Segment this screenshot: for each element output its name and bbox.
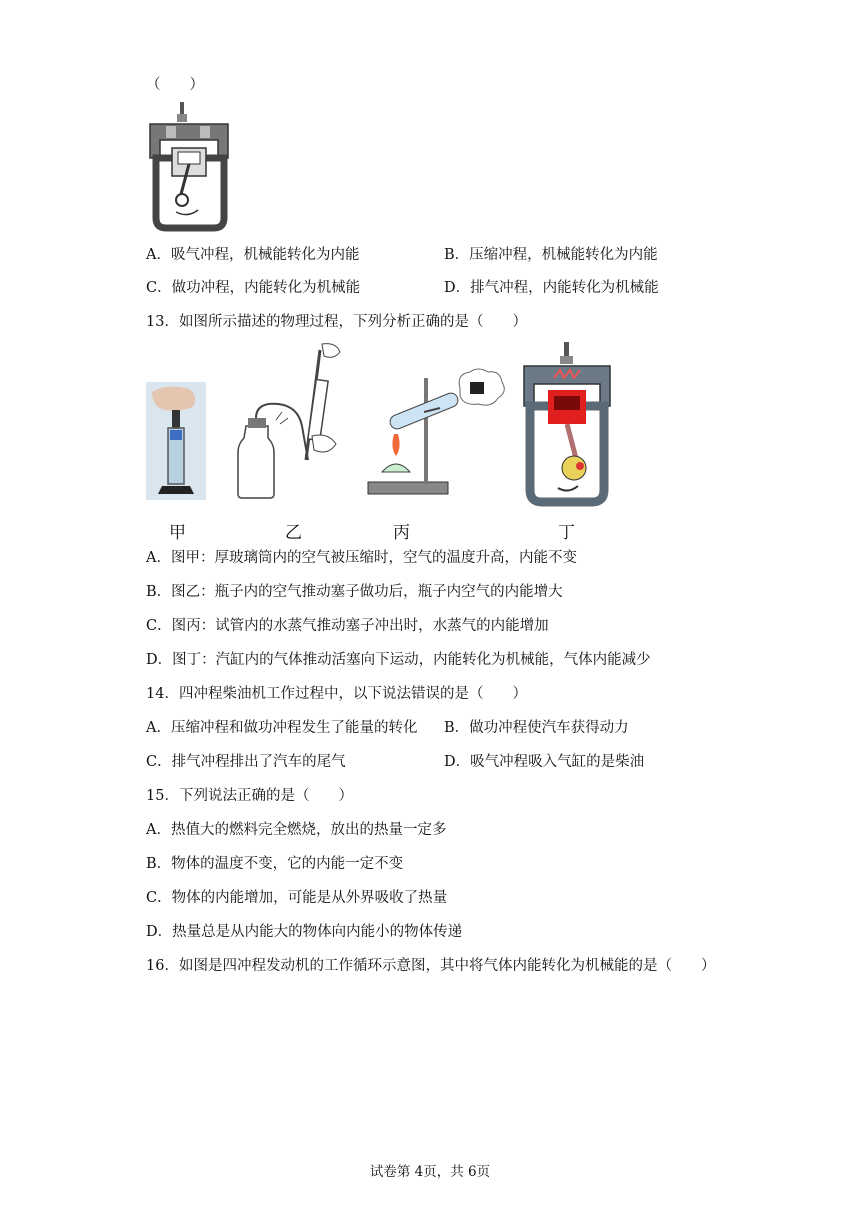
q16-stem: 16．如图是四冲程发动机的工作循环示意图，其中将气体内能转化为机械能的是（ ） xyxy=(146,958,716,974)
q15-stem: 15．下列说法正确的是（ ） xyxy=(146,788,353,804)
q12-option-c: C．做功冲程，内能转化为机械能 xyxy=(146,280,361,296)
q15-option-c: C．物体的内能增加，可能是从外界吸收了热量 xyxy=(146,890,448,906)
caption-ding: 丁 xyxy=(558,523,575,543)
figure-jia xyxy=(146,382,206,500)
caption-bing: 丙 xyxy=(393,523,410,543)
q14-option-b: B．做功冲程使汽车获得动力 xyxy=(444,720,629,736)
q15-option-d: D．热量总是从内能大的物体向内能小的物体传递 xyxy=(146,924,463,940)
q12-option-d: D．排气冲程，内能转化为机械能 xyxy=(444,280,659,296)
engine-diagram-q12 xyxy=(140,100,240,232)
q12-option-a: A．吸气冲程，机械能转化为内能 xyxy=(146,247,360,263)
q13-option-d: D．图丁：汽缸内的气体推动活塞向下运动，内能转化为机械能，气体内能减少 xyxy=(146,652,651,668)
q15-option-a: A．热值大的燃料完全燃烧，放出的热量一定多 xyxy=(146,822,447,838)
q14-stem: 14．四冲程柴油机工作过程中，以下说法错误的是（ ） xyxy=(146,686,527,702)
caption-yi: 乙 xyxy=(285,523,302,543)
q14-option-a: A．压缩冲程和做功冲程发生了能量的转化 xyxy=(146,720,418,736)
q14-option-c: C．排气冲程排出了汽车的尾气 xyxy=(146,754,346,770)
q13-stem: 13．如图所示描述的物理过程，下列分析正确的是（ ） xyxy=(146,314,527,330)
q12-option-b: B．压缩冲程，机械能转化为内能 xyxy=(444,247,658,263)
page-footer: 试卷第 4页，共 6页 xyxy=(369,1164,491,1180)
figure-ding xyxy=(520,340,614,510)
figure-yi xyxy=(228,340,352,502)
q13-option-a: A．图甲：厚玻璃筒内的空气被压缩时，空气的温度升高，内能不变 xyxy=(146,550,577,566)
q15-option-b: B．物体的温度不变，它的内能一定不变 xyxy=(146,856,404,872)
q13-option-b: B．图乙：瓶子内的空气推动塞子做功后，瓶子内空气的内能增大 xyxy=(146,584,563,600)
figure-bing xyxy=(360,368,510,498)
caption-jia: 甲 xyxy=(169,523,186,543)
q14-option-d: D．吸气冲程吸入气缸的是柴油 xyxy=(444,754,645,770)
q13-option-c: C．图丙：试管内的水蒸气推动塞子冲出时，水蒸气的内能增加 xyxy=(146,618,549,634)
answer-blank: （ ） xyxy=(146,77,204,93)
